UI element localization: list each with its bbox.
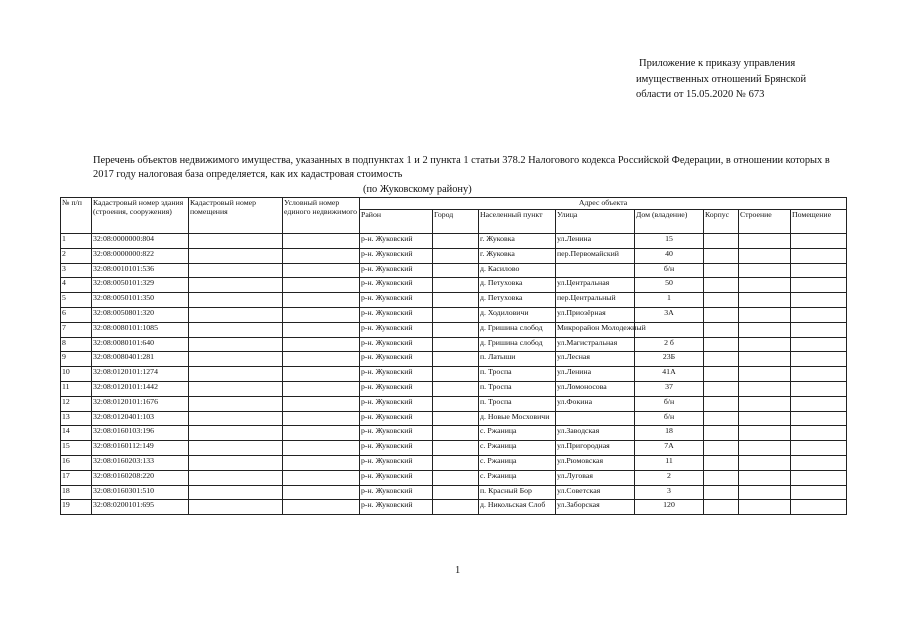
- cell-korpus: [704, 263, 739, 278]
- cell-korpus: [704, 441, 739, 456]
- cell-num: 18: [61, 485, 92, 500]
- cell-street: ул.Советская: [556, 485, 635, 500]
- header-cad-room: Кадастровый номер помещения: [189, 198, 283, 234]
- cell-cad-building: 32:08:0120401:103: [92, 411, 189, 426]
- cell-street: ул.Лесная: [556, 352, 635, 367]
- cell-settlement: д. Гришина слобод: [479, 337, 556, 352]
- document-subtitle: (по Жуковскому району): [363, 184, 472, 195]
- cell-cad-room: [189, 411, 283, 426]
- table-row: [61, 278, 847, 293]
- cell-room: [791, 367, 847, 382]
- cell-street: пер.Центральный: [556, 293, 635, 308]
- cell-conditional-number: [283, 470, 360, 485]
- cell-settlement: п. Красный Бор: [479, 485, 556, 500]
- cell-cad-building: 32:08:0050101:350: [92, 293, 189, 308]
- cell-street: ул.Луговая: [556, 470, 635, 485]
- header-cad-building: Кадастровый номер здания (строения, сооружения): [92, 198, 189, 234]
- cell-room: [791, 322, 847, 337]
- cell-house: 7А: [635, 441, 704, 456]
- cell-settlement: д. Петуховка: [479, 293, 556, 308]
- cell-conditional-number: [283, 500, 360, 515]
- cell-korpus: [704, 278, 739, 293]
- cell-korpus: [704, 470, 739, 485]
- cell-building: [739, 485, 791, 500]
- cell-cad-room: [189, 455, 283, 470]
- table-row: [61, 293, 847, 308]
- cell-building: [739, 234, 791, 249]
- cell-building: [739, 381, 791, 396]
- cell-cad-room: [189, 470, 283, 485]
- cell-room: [791, 234, 847, 249]
- cell-house: б/н: [635, 411, 704, 426]
- cell-building: [739, 322, 791, 337]
- cell-cad-building: 32:08:0160203:133: [92, 455, 189, 470]
- cell-korpus: [704, 248, 739, 263]
- cell-conditional-number: [283, 367, 360, 382]
- cell-cad-building: 32:08:0000000:804: [92, 234, 189, 249]
- cell-room: [791, 307, 847, 322]
- cell-num: 9: [61, 352, 92, 367]
- cell-building: [739, 426, 791, 441]
- cell-cad-room: [189, 248, 283, 263]
- cell-house: 3А: [635, 307, 704, 322]
- cell-city: [433, 307, 479, 322]
- cell-korpus: [704, 367, 739, 382]
- cell-house: 3: [635, 485, 704, 500]
- header-street: Улица: [556, 210, 635, 234]
- cell-street: ул.Пригородная: [556, 441, 635, 456]
- cell-house: 41А: [635, 367, 704, 382]
- property-table: [60, 197, 847, 515]
- cell-korpus: [704, 455, 739, 470]
- cell-district: р-н. Жуковский: [360, 396, 433, 411]
- cell-cad-building: 32:08:0080401:281: [92, 352, 189, 367]
- cell-district: р-н. Жуковский: [360, 485, 433, 500]
- cell-num: 8: [61, 337, 92, 352]
- cell-street: ул.Приозёрная: [556, 307, 635, 322]
- cell-settlement: с. Ржаница: [479, 455, 556, 470]
- cell-city: [433, 500, 479, 515]
- cell-street: ул.Фокина: [556, 396, 635, 411]
- cell-district: р-н. Жуковский: [360, 367, 433, 382]
- cell-cad-building: 32:08:0080101:1085: [92, 322, 189, 337]
- table-row: [61, 470, 847, 485]
- cell-conditional-number: [283, 263, 360, 278]
- cell-cad-building: 32:08:0120101:1274: [92, 367, 189, 382]
- page-number: 1: [455, 565, 461, 576]
- cell-district: р-н. Жуковский: [360, 263, 433, 278]
- table-row: [61, 485, 847, 500]
- header-num: № п/п: [61, 198, 92, 234]
- cell-district: р-н. Жуковский: [360, 307, 433, 322]
- cell-cad-room: [189, 426, 283, 441]
- cell-street: ул.Заборская: [556, 500, 635, 515]
- cell-cad-room: [189, 307, 283, 322]
- cell-district: р-н. Жуковский: [360, 234, 433, 249]
- cell-house: 50: [635, 278, 704, 293]
- cell-conditional-number: [283, 234, 360, 249]
- table-row: [61, 352, 847, 367]
- cell-street: ул.Рюмовская: [556, 455, 635, 470]
- cell-room: [791, 426, 847, 441]
- cell-cad-building: 32:08:0080101:640: [92, 337, 189, 352]
- header-district: Район: [360, 210, 433, 234]
- cell-num: 7: [61, 322, 92, 337]
- cell-city: [433, 455, 479, 470]
- cell-korpus: [704, 411, 739, 426]
- cell-korpus: [704, 396, 739, 411]
- cell-city: [433, 411, 479, 426]
- cell-num: 4: [61, 278, 92, 293]
- cell-room: [791, 411, 847, 426]
- table-row: [61, 234, 847, 249]
- cell-room: [791, 248, 847, 263]
- cell-city: [433, 352, 479, 367]
- cell-settlement: п. Троспа: [479, 381, 556, 396]
- cell-building: [739, 337, 791, 352]
- cell-house: 120: [635, 500, 704, 515]
- cell-district: р-н. Жуковский: [360, 500, 433, 515]
- cell-building: [739, 293, 791, 308]
- cell-conditional-number: [283, 381, 360, 396]
- header-building: Строение: [739, 210, 791, 234]
- cell-house: 2: [635, 470, 704, 485]
- cell-house: 40: [635, 248, 704, 263]
- cell-korpus: [704, 337, 739, 352]
- table-row: [61, 337, 847, 352]
- cell-num: 11: [61, 381, 92, 396]
- cell-district: р-н. Жуковский: [360, 411, 433, 426]
- table-body: [61, 234, 847, 515]
- cell-building: [739, 441, 791, 456]
- cell-cad-room: [189, 322, 283, 337]
- cell-building: [739, 396, 791, 411]
- cell-settlement: д. Новые Мосховичи: [479, 411, 556, 426]
- cell-room: [791, 352, 847, 367]
- cell-room: [791, 278, 847, 293]
- cell-street: [556, 411, 635, 426]
- cell-room: [791, 263, 847, 278]
- cell-cad-room: [189, 441, 283, 456]
- cell-korpus: [704, 322, 739, 337]
- cell-house: 23Б: [635, 352, 704, 367]
- cell-cad-room: [189, 293, 283, 308]
- header-settlement: Населенный пункт: [479, 210, 556, 234]
- cell-city: [433, 278, 479, 293]
- cell-room: [791, 293, 847, 308]
- cell-building: [739, 367, 791, 382]
- cell-building: [739, 470, 791, 485]
- cell-building: [739, 411, 791, 426]
- cell-num: 15: [61, 441, 92, 456]
- cell-conditional-number: [283, 322, 360, 337]
- cell-district: р-н. Жуковский: [360, 322, 433, 337]
- header-house: Дом (владение): [635, 210, 704, 234]
- cell-house: б/н: [635, 263, 704, 278]
- cell-street: пер.Первомайский: [556, 248, 635, 263]
- cell-settlement: п. Троспа: [479, 367, 556, 382]
- cell-settlement: д. Никольская Слоб: [479, 500, 556, 515]
- cell-cad-room: [189, 337, 283, 352]
- cell-korpus: [704, 500, 739, 515]
- cell-num: 3: [61, 263, 92, 278]
- cell-city: [433, 248, 479, 263]
- cell-room: [791, 337, 847, 352]
- cell-cad-building: 32:08:0050101:329: [92, 278, 189, 293]
- cell-building: [739, 455, 791, 470]
- cell-city: [433, 293, 479, 308]
- cell-street: [556, 263, 635, 278]
- cell-building: [739, 263, 791, 278]
- cell-house: 1: [635, 293, 704, 308]
- cell-conditional-number: [283, 337, 360, 352]
- cell-num: 1: [61, 234, 92, 249]
- cell-num: 13: [61, 411, 92, 426]
- cell-room: [791, 396, 847, 411]
- cell-street: ул.Ленина: [556, 367, 635, 382]
- cell-city: [433, 441, 479, 456]
- table-row: [61, 411, 847, 426]
- cell-settlement: с. Ржаница: [479, 441, 556, 456]
- cell-street: ул.Ленина: [556, 234, 635, 249]
- cell-street: ул.Ломоносова: [556, 381, 635, 396]
- cell-korpus: [704, 426, 739, 441]
- cell-street: Микрорайон Молодежный: [556, 322, 635, 337]
- cell-room: [791, 381, 847, 396]
- appendix-line-1: Приложение к приказу управления: [639, 58, 796, 69]
- cell-district: р-н. Жуковский: [360, 352, 433, 367]
- cell-city: [433, 263, 479, 278]
- cell-conditional-number: [283, 441, 360, 456]
- cell-num: 2: [61, 248, 92, 263]
- cell-korpus: [704, 234, 739, 249]
- header-korpus: Корпус: [704, 210, 739, 234]
- cell-settlement: п. Латыши: [479, 352, 556, 367]
- cell-district: р-н. Жуковский: [360, 455, 433, 470]
- cell-cad-building: 32:08:0160208:220: [92, 470, 189, 485]
- cell-cad-room: [189, 396, 283, 411]
- cell-cad-building: 32:08:0200101:695: [92, 500, 189, 515]
- cell-settlement: д. Ходиловичи: [479, 307, 556, 322]
- cell-street: ул.Магистральная: [556, 337, 635, 352]
- cell-house: 2 б: [635, 337, 704, 352]
- cell-conditional-number: [283, 411, 360, 426]
- cell-cad-building: 32:08:0050801:320: [92, 307, 189, 322]
- cell-district: р-н. Жуковский: [360, 337, 433, 352]
- cell-num: 12: [61, 396, 92, 411]
- document-title: Перечень объектов недвижимого имущества, указанных в подпунктах 1 и 2 пункта 1 статьи 378.2 Налогового кодекса Российской Федерации, в отношении которых в 2017 году налоговая база определяется, как их кадастровая стоимость: [93, 155, 830, 180]
- table-row: [61, 381, 847, 396]
- cell-cad-room: [189, 352, 283, 367]
- cell-district: р-н. Жуковский: [360, 248, 433, 263]
- cell-city: [433, 426, 479, 441]
- cell-settlement: с. Ржаница: [479, 426, 556, 441]
- cell-cad-building: 32:08:0120101:1676: [92, 396, 189, 411]
- cell-settlement: г. Жуковка: [479, 234, 556, 249]
- appendix-line-3: области от 15.05.2020 № 673: [636, 89, 765, 100]
- cell-room: [791, 485, 847, 500]
- header-conditional-number: Условный номер единого недвижимого: [283, 198, 360, 234]
- cell-building: [739, 500, 791, 515]
- cell-conditional-number: [283, 396, 360, 411]
- cell-conditional-number: [283, 426, 360, 441]
- table-row: [61, 396, 847, 411]
- cell-cad-building: 32:08:0000000:822: [92, 248, 189, 263]
- cell-conditional-number: [283, 293, 360, 308]
- cell-num: 17: [61, 470, 92, 485]
- table-row: [61, 307, 847, 322]
- cell-conditional-number: [283, 352, 360, 367]
- cell-num: 5: [61, 293, 92, 308]
- cell-cad-room: [189, 367, 283, 382]
- cell-district: р-н. Жуковский: [360, 381, 433, 396]
- cell-cad-building: 32:08:0160103:196: [92, 426, 189, 441]
- cell-house: 18: [635, 426, 704, 441]
- cell-korpus: [704, 352, 739, 367]
- cell-cad-room: [189, 278, 283, 293]
- cell-room: [791, 455, 847, 470]
- cell-settlement: г. Жуковка: [479, 248, 556, 263]
- cell-district: р-н. Жуковский: [360, 470, 433, 485]
- table-row: [61, 367, 847, 382]
- cell-settlement: д. Петуховка: [479, 278, 556, 293]
- cell-cad-building: 32:08:0160112:149: [92, 441, 189, 456]
- cell-cad-building: 32:08:0160301:510: [92, 485, 189, 500]
- cell-room: [791, 500, 847, 515]
- cell-cad-room: [189, 381, 283, 396]
- cell-korpus: [704, 381, 739, 396]
- cell-building: [739, 278, 791, 293]
- cell-settlement: с. Ржаница: [479, 470, 556, 485]
- appendix-header: [636, 56, 898, 103]
- cell-settlement: п. Троспа: [479, 396, 556, 411]
- cell-city: [433, 485, 479, 500]
- cell-num: 16: [61, 455, 92, 470]
- cell-city: [433, 337, 479, 352]
- cell-street: ул.Центральная: [556, 278, 635, 293]
- header-address: Адрес объекта: [360, 198, 847, 210]
- cell-cad-room: [189, 234, 283, 249]
- cell-district: р-н. Жуковский: [360, 278, 433, 293]
- cell-cad-building: 32:08:0010101:536: [92, 263, 189, 278]
- cell-house: 37: [635, 381, 704, 396]
- cell-street: ул.Заводская: [556, 426, 635, 441]
- cell-city: [433, 322, 479, 337]
- table-row: [61, 322, 847, 337]
- cell-building: [739, 307, 791, 322]
- cell-settlement: д. Касилово: [479, 263, 556, 278]
- cell-district: р-н. Жуковский: [360, 441, 433, 456]
- cell-num: 6: [61, 307, 92, 322]
- cell-district: р-н. Жуковский: [360, 293, 433, 308]
- cell-city: [433, 234, 479, 249]
- cell-korpus: [704, 293, 739, 308]
- table-row: [61, 500, 847, 515]
- cell-num: 10: [61, 367, 92, 382]
- cell-conditional-number: [283, 307, 360, 322]
- appendix-line-2: имущественных отношений Брянской: [636, 73, 807, 85]
- table-row: [61, 263, 847, 278]
- cell-room: [791, 441, 847, 456]
- cell-korpus: [704, 307, 739, 322]
- cell-cad-building: 32:08:0120101:1442: [92, 381, 189, 396]
- table-row: [61, 441, 847, 456]
- cell-district: р-н. Жуковский: [360, 426, 433, 441]
- cell-building: [739, 352, 791, 367]
- header-city: Город: [433, 210, 479, 234]
- cell-conditional-number: [283, 248, 360, 263]
- cell-city: [433, 470, 479, 485]
- cell-room: [791, 470, 847, 485]
- cell-conditional-number: [283, 485, 360, 500]
- cell-city: [433, 381, 479, 396]
- cell-korpus: [704, 485, 739, 500]
- cell-cad-room: [189, 500, 283, 515]
- cell-house: б/н: [635, 396, 704, 411]
- table-row: [61, 426, 847, 441]
- cell-house: 11: [635, 455, 704, 470]
- cell-city: [433, 367, 479, 382]
- cell-conditional-number: [283, 278, 360, 293]
- cell-city: [433, 396, 479, 411]
- table-row: [61, 248, 847, 263]
- table-row: [61, 455, 847, 470]
- cell-cad-room: [189, 263, 283, 278]
- cell-building: [739, 248, 791, 263]
- cell-house: 15: [635, 234, 704, 249]
- cell-cad-room: [189, 485, 283, 500]
- header-room: Помещение: [791, 210, 847, 234]
- cell-settlement: д. Гришина слобод: [479, 322, 556, 337]
- cell-conditional-number: [283, 455, 360, 470]
- cell-num: 19: [61, 500, 92, 515]
- cell-num: 14: [61, 426, 92, 441]
